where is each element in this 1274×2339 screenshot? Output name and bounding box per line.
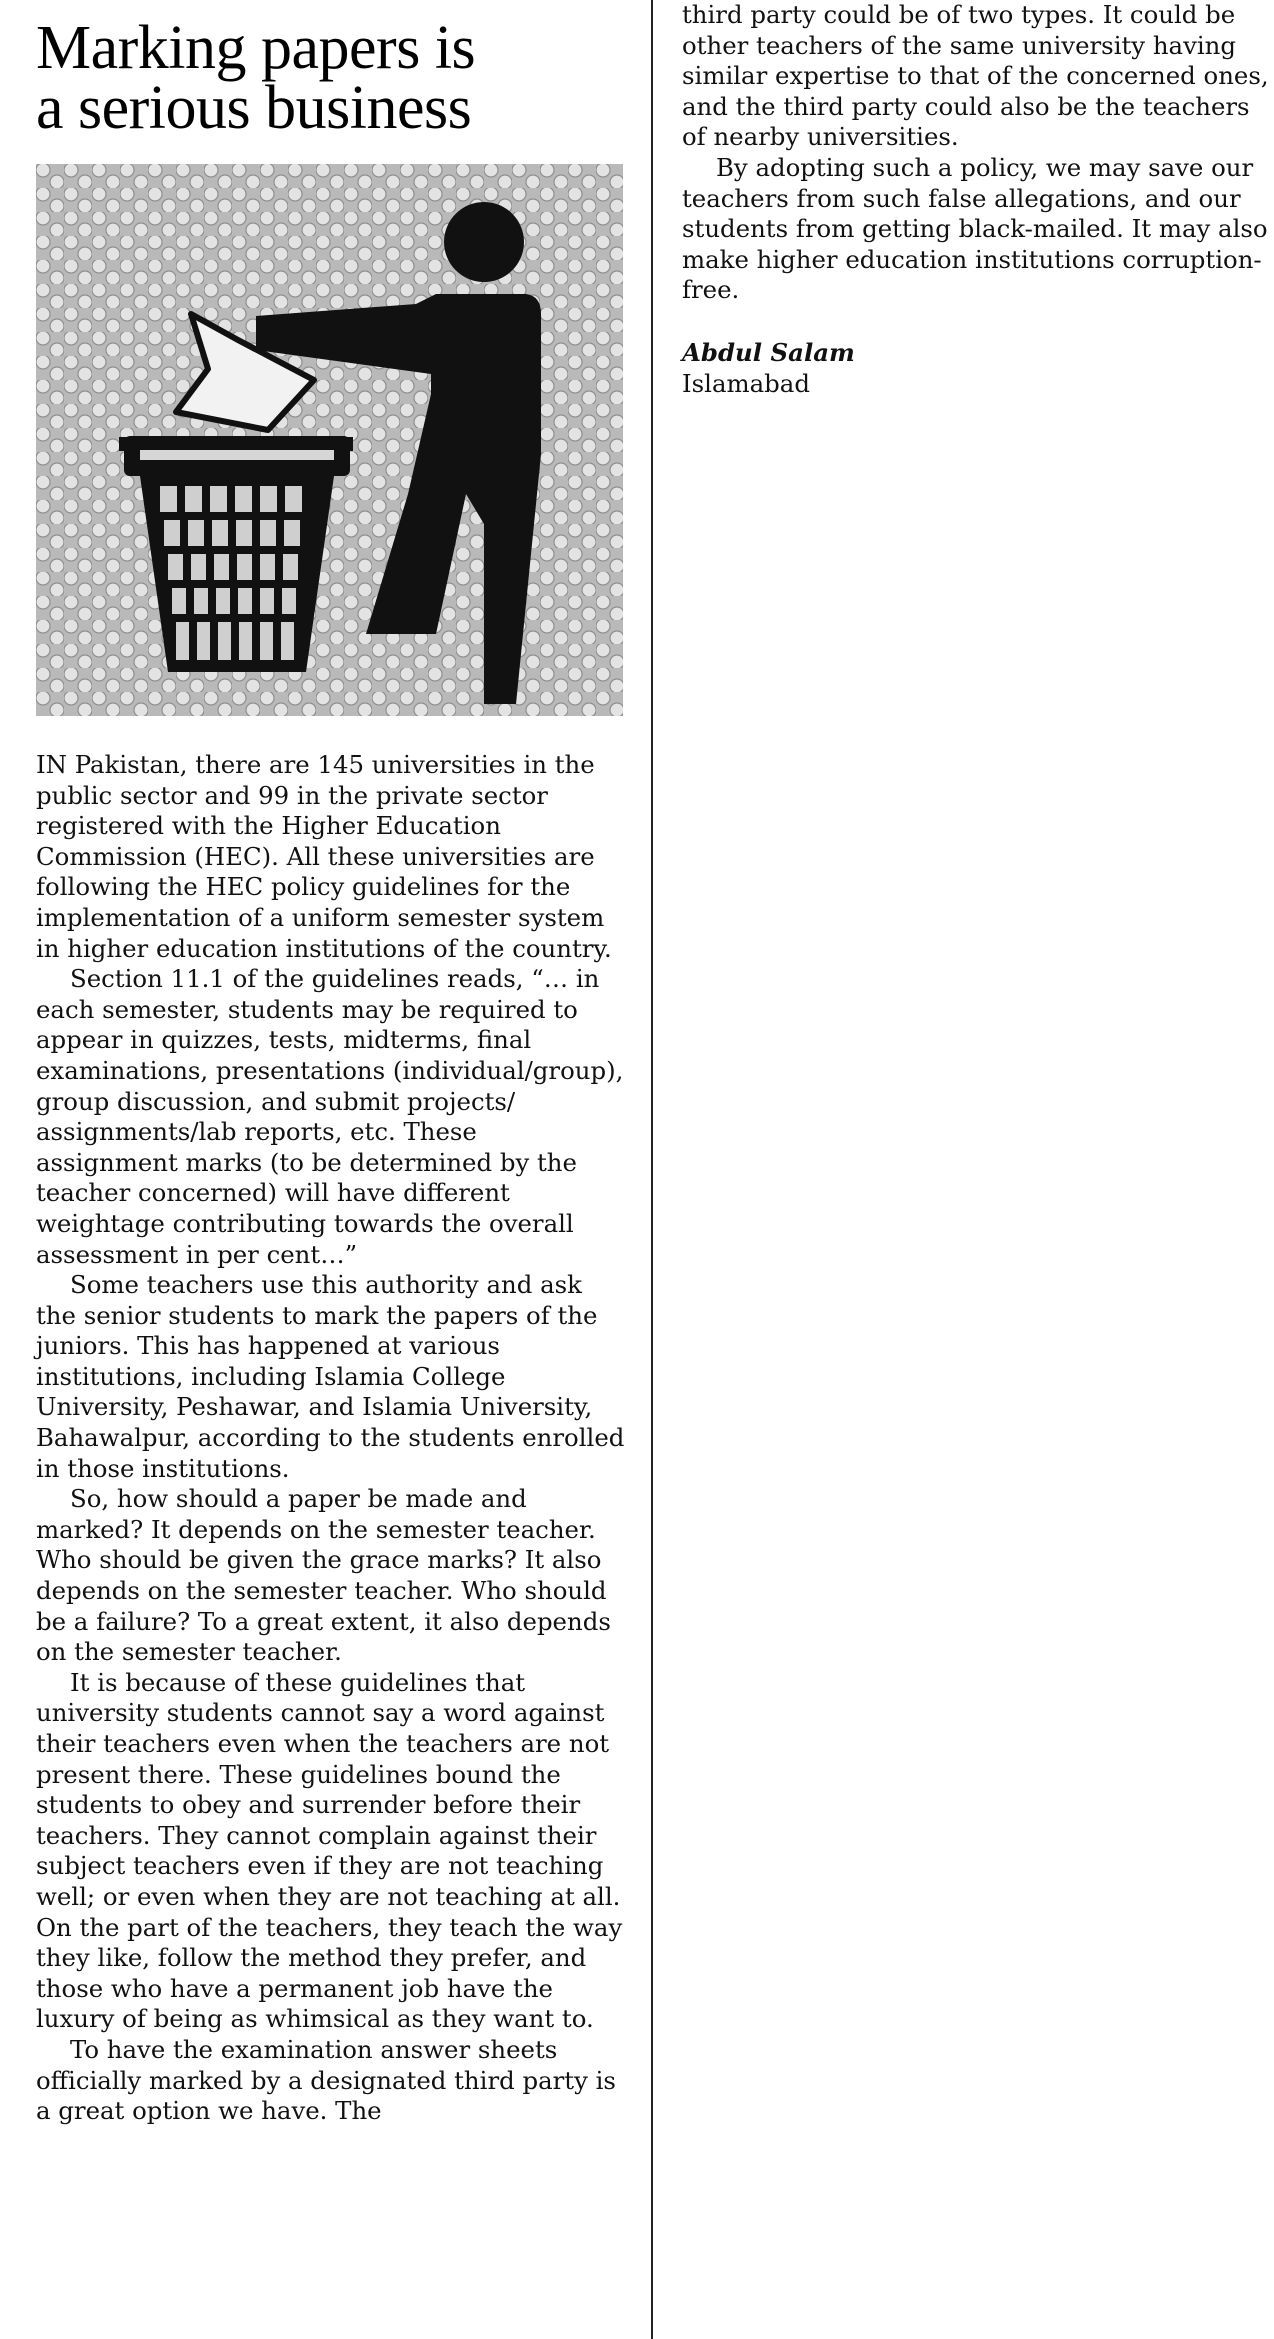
right-column — [682, 0, 1272, 399]
left-column — [36, 14, 626, 2127]
author-city: Islamabad — [682, 368, 810, 398]
article-illustration — [36, 164, 623, 716]
author-name: Abdul Salam — [682, 337, 855, 367]
author-signature — [682, 338, 1272, 399]
paragraph-6: To have the examination answer sheets officially marked by a designated third party is a great option we have. The — [36, 2034, 616, 2126]
headline-line-1: Marking papers is — [36, 14, 476, 82]
headline-line-2: a serious business — [36, 74, 472, 142]
headline — [36, 14, 626, 142]
litter-bin-icon — [36, 164, 623, 716]
paragraph-1: IN Pakistan, there are 145 universities in the public sector and 99 in the private sector registered with the Higher Education Commission (HEC). All these universities are following the HEC policy guidelines for the implementation of a uniform semester system in higher education institutions of the country. — [36, 750, 612, 963]
article-body — [36, 750, 626, 2127]
paragraph-5: It is because of these guidelines that university students cannot say a word against their teachers even when the teachers are not present there. These guidelines bound the students to obey and surrender before their teachers. They cannot complain against their subject teachers even if they are not teaching well; or even when they are not teaching at all. On the part of the teachers, they teach the way they like, follow the method they prefer, and those who have a permanent job have the luxury of being as whimsical as they want to. — [36, 1667, 623, 2034]
closing-paragraph: By adopting such a policy, we may save our teachers from such false allegations, and our students from getting black-mailed. It may also make higher education institutions corruption-free. — [682, 152, 1268, 305]
column-divider — [651, 0, 653, 2339]
paragraph-3: Some teachers use this authority and ask the senior students to mark the papers of the juniors. This has happened at various institutions, including Islamia College University, Peshawar, and Islamia University, Bahawalpur, according to the students enrolled in those institutions. — [36, 1270, 625, 1483]
continuation-paragraph: third party could be of two types. It could be other teachers of the same university having similar expertise to that of the concerned ones, and the third party could also be the teachers of nearby universities. — [682, 0, 1269, 152]
paragraph-4: So, how should a paper be made and marked? It depends on the semester teacher. Who should be given the grace marks? It also depends on the semester teacher. Who should be a failure? To a great extent, it also depends on the semester teacher. — [36, 1484, 611, 1667]
paragraph-2: Section 11.1 of the guidelines reads, “… in each semester, students may be required to appear in quizzes, tests, midterms, final examinations, presentations (individual/group), group discussion, and submit projects/ assignments/lab reports, etc. These assignment marks (to be determined by the teacher concerned) will have different weightage contributing towards the overall assessment in per cent…” — [36, 964, 624, 1269]
